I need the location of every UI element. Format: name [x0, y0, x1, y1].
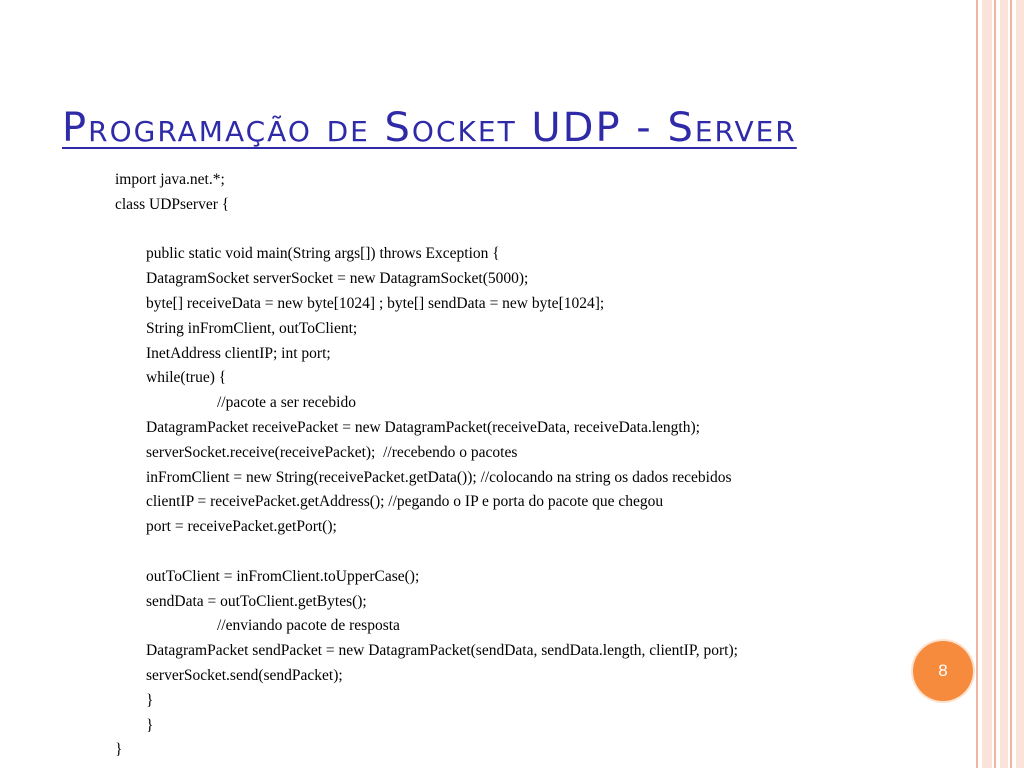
code-line: byte[] receiveData = new byte[1024] ; byte[] sendData = new byte[1024]; [146, 294, 605, 312]
code-line: outToClient = inFromClient.toUpperCase(); [146, 567, 420, 585]
stripe [1016, 0, 1024, 768]
stripe [1000, 0, 1008, 768]
code-comment: //enviando pacote de resposta [217, 617, 400, 635]
code-line: port = receivePacket.getPort(); [146, 518, 337, 536]
code-line [115, 540, 738, 565]
code-line: clientIP = receivePacket.getAddress(); //pegando o IP e porta do pacote que chegou [146, 493, 664, 511]
code-line: serverSocket.receive(receivePacket); //recebendo o pacotes [146, 443, 518, 461]
page-number: 8 [938, 661, 948, 680]
code-comment: //pacote a ser recebido [217, 394, 356, 412]
code-line: class UDPserver { [115, 195, 230, 213]
decorative-stripes [976, 0, 1024, 768]
stripe [994, 0, 996, 768]
code-line: } [146, 716, 154, 734]
stripe [976, 0, 978, 768]
code-line: sendData = outToClient.getBytes(); [146, 592, 367, 610]
code-line: inFromClient = new String(receivePacket.getData()); //colocando na string os dados recebidos [146, 468, 732, 486]
code-line: String inFromClient, outToClient; [146, 319, 358, 337]
code-line: InetAddress clientIP; int port; [146, 344, 331, 362]
stripe [982, 0, 992, 768]
code-line: } [115, 741, 123, 759]
code-line: DatagramSocket serverSocket = new DatagramSocket(5000); [146, 270, 529, 288]
code-line: import java.net.*; [115, 171, 225, 188]
code-line: DatagramPacket receivePacket = new DatagramPacket(receiveData, receiveData.length); [146, 418, 700, 436]
slide-title: Programação de Socket UDP - Server [62, 105, 797, 151]
code-line: DatagramPacket sendPacket = new DatagramPacket(sendData, sendData.length, clientIP, port); [146, 642, 738, 660]
stripe [1010, 0, 1012, 768]
code-line: public static void main(String args[]) throws Exception { [146, 245, 500, 263]
code-block [115, 168, 738, 763]
code-line [115, 218, 738, 243]
code-line: serverSocket.send(sendPacket); [146, 666, 343, 684]
page-number-badge [913, 641, 973, 701]
code-line: while(true) { [146, 369, 227, 387]
code-line: } [146, 691, 154, 709]
